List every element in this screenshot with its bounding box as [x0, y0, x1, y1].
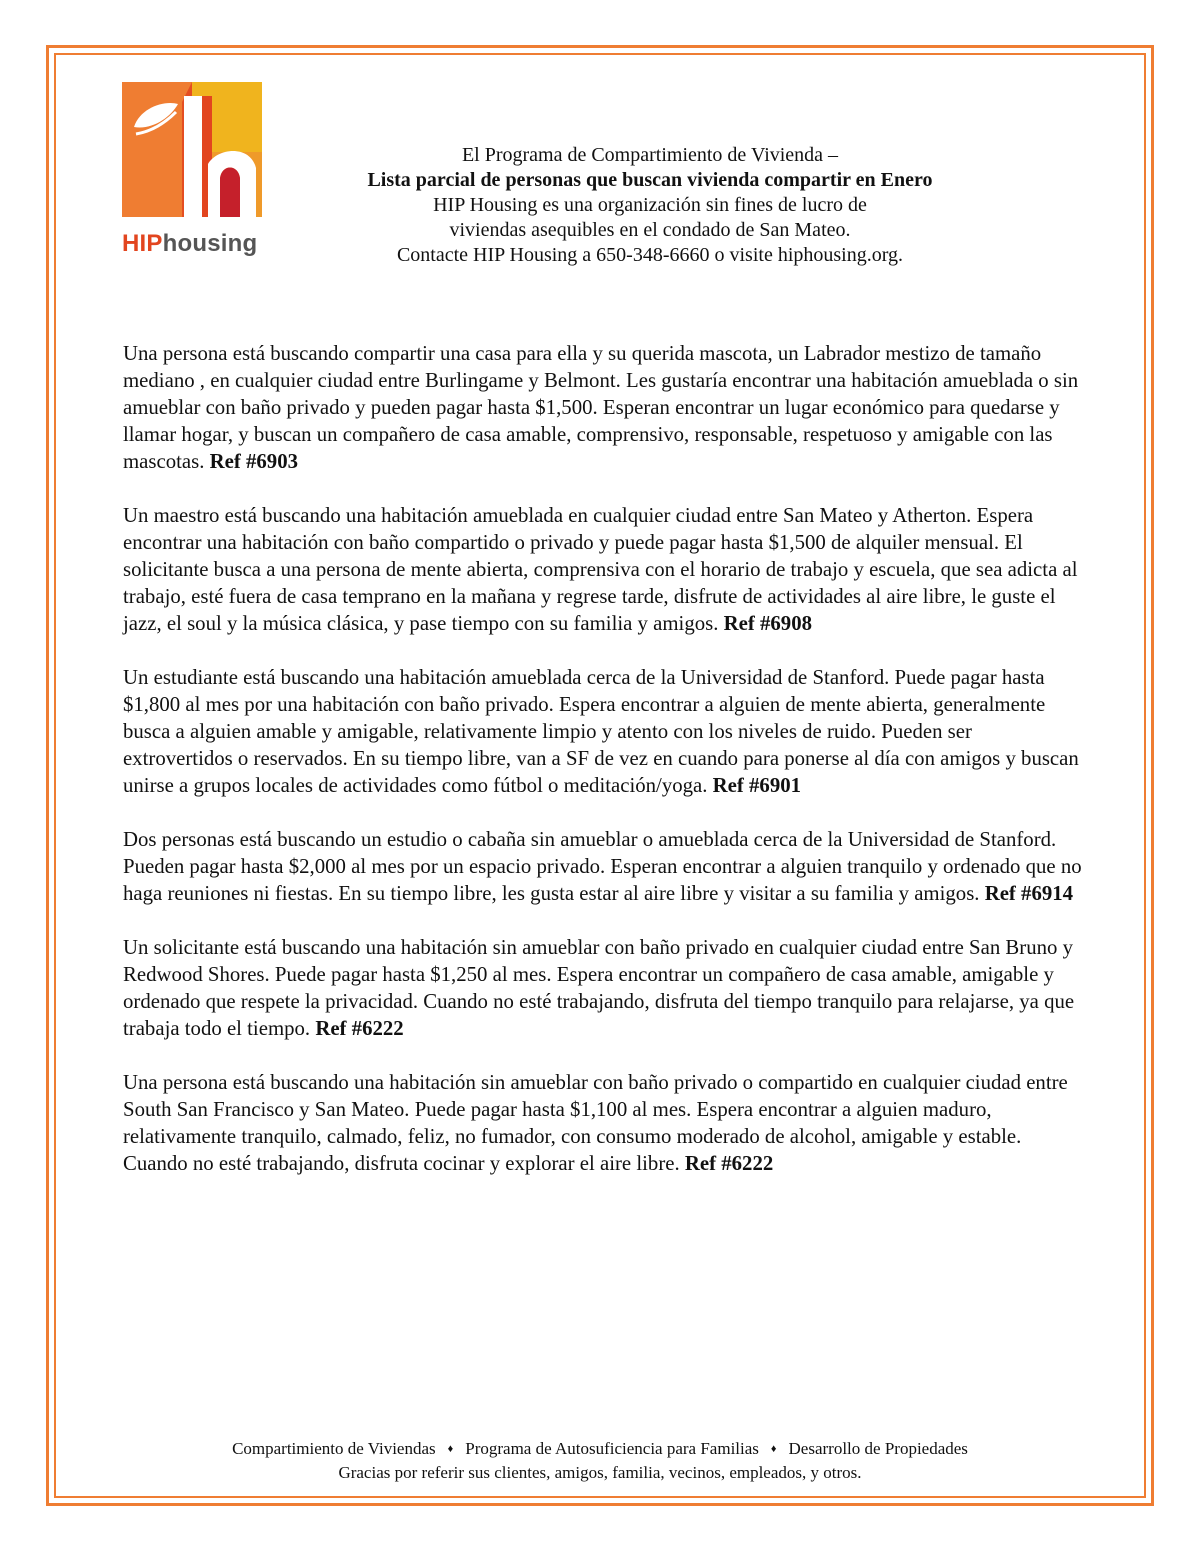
footer-programs: [60, 1437, 1140, 1461]
listing-item: [123, 1069, 1083, 1177]
hip-housing-logo: [122, 82, 262, 264]
footer-program-property-development: Desarrollo de Propiedades: [788, 1439, 968, 1458]
header-org-description-1: HIP Housing es una organización sin fines de lucro de: [433, 194, 867, 216]
footer-bullet-icon: ♦: [447, 1443, 454, 1455]
hip-housing-logo-mark: [122, 82, 262, 222]
header-contact: Contacte HIP Housing a 650-348-6660 o visite hiphousing.org.: [396, 244, 904, 266]
footer-thanks: Gracias por referir sus clientes, amigos, familia, vecinos, empleados, y otros.: [338, 1463, 862, 1482]
listing-item: [123, 934, 1083, 1042]
listing-text: Un estudiante está buscando una habitación amueblada cerca de la Universidad de Stanford. Puede pagar hasta $1,800 al mes por una habitación con baño privado. Espera encontrar a alguien de mente abierta, generalmente busca a alguien amable y amigable, relativamente limpio y atento con los niveles de ruido. Pueden ser extrovertidos o reservados. En su tiempo libre, van a SF de vez en cuando para ponerse al día con amigos y buscan unirse a grupos locales de actividades como fútbol o meditación/yoga.: [123, 666, 1079, 797]
listing-text: Un maestro está buscando una habitación amueblada en cualquier ciudad entre San Mateo y Atherton. Espera encontrar una habitación con baño compartido o privado y puede pagar hasta $1,500 de alquiler mensual. El solicitante busca a una persona de mente abierta, comprensiva con el horario de trabajo y escuela, que sea adicta al trabajo, esté fuera de casa temprano en la mañana y regrese tarde, disfrute de actividades al aire libre, le guste el jazz, el soul y la música clásica, y pase tiempo con su familia y amigos.: [123, 504, 1078, 635]
footer-program-self-sufficiency: Programa de Autosuficiencia para Familias: [465, 1439, 759, 1458]
listing-text: Una persona está buscando una habitación sin amueblar con baño privado o compartido en cualquier ciudad entre South San Francisco y San Mateo. Puede pagar hasta $1,100 al mes. Espera encontrar a alguien maduro, relativamente tranquilo, calmado, feliz, no fumador, con consumo moderado de alcohol, amigable y estable. Cuando no esté trabajando, disfruta cocinar y explorar el aire libre.: [123, 1071, 1068, 1175]
logo-wordmark-hip: HIP: [122, 230, 163, 257]
header-list-title: Lista parcial de personas que buscan vivienda compartir en Enero: [367, 169, 933, 191]
listing-ref: Ref #6914: [984, 882, 1074, 905]
document-footer: [60, 1437, 1140, 1484]
listings: [123, 340, 1083, 1177]
listing-ref: Ref #6903: [209, 450, 299, 473]
footer-bullet-icon: ♦: [770, 1443, 777, 1455]
listing-ref: Ref #6901: [712, 774, 802, 797]
listing-item: [123, 664, 1083, 799]
header-program-title: El Programa de Compartimiento de Vivienda –: [461, 144, 839, 166]
footer-program-housing-sharing: Compartimiento de Viviendas: [232, 1439, 436, 1458]
logo-wordmark: [122, 230, 257, 258]
listing-ref: Ref #6222: [684, 1152, 774, 1175]
listing-text: Dos personas está buscando un estudio o cabaña sin amueblar o amueblada cerca de la Universidad de Stanford. Pueden pagar hasta $2,000 al mes por un espacio privado. Esperan encontrar a alguien tranquilo y ordenado que no haga reuniones ni fiestas. En su tiempo libre, les gusta estar al aire libre y visitar a su familia y amigos.: [123, 828, 1082, 905]
listing-item: [123, 502, 1083, 637]
document-header: [300, 143, 1000, 268]
listing-item: [123, 826, 1083, 907]
logo-wordmark-housing: housing: [162, 230, 258, 257]
listing-text: Una persona está buscando compartir una casa para ella y su querida mascota, un Labrador mestizo de tamaño mediano , en cualquier ciudad entre Burlingame y Belmont. Les gustaría encontrar una habitación amueblada o sin amueblar con baño privado y pueden pagar hasta $1,500. Esperan encontrar un lugar económico para quedarse y llamar hogar, y buscan un compañero de casa amable, comprensivo, responsable, respetuoso y amigable con las mascotas.: [123, 342, 1079, 473]
listing-ref: Ref #6908: [723, 612, 812, 635]
listing-item: [123, 340, 1083, 475]
listing-text: Un solicitante está buscando una habitación sin amueblar con baño privado en cualquier ciudad entre San Bruno y Redwood Shores. Puede pagar hasta $1,250 al mes. Espera encontrar un compañero de casa amable, amigable y ordenado que respete la privacidad. Cuando no esté trabajando, disfruta del tiempo tranquilo para relajarse, ya que trabaja todo el tiempo.: [123, 936, 1075, 1040]
listing-ref: Ref #6222: [315, 1017, 404, 1040]
header-org-description-2: viviendas asequibles en el condado de San Mateo.: [449, 219, 851, 241]
